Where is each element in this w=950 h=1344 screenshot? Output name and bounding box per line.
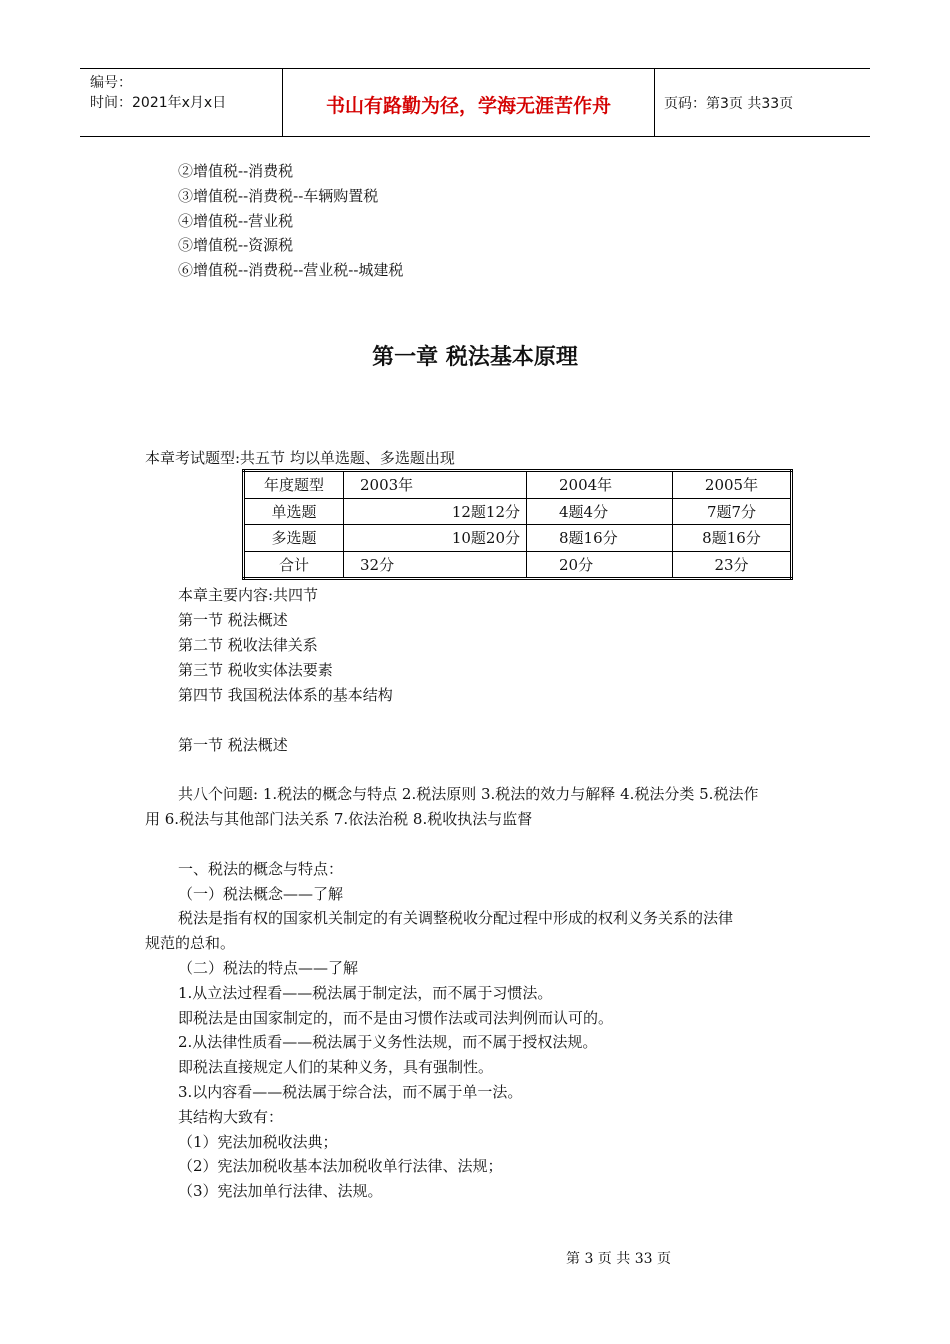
score-table [242,469,793,580]
issues-line: 用 6.税法与其他部门法关系 7.依法治税 8.税收执法与监督 [145,810,533,828]
chapter-title: 第一章 税法基本原理 [372,345,578,370]
list-item: ④增值税--营业税 [178,212,294,230]
page-label: 页码：第3页 共33页 [664,96,794,112]
body-paragraph: （3）宪法加单行法律、法规。 [178,1182,383,1200]
body-paragraph: 即税法是由国家制定的，而不是由习惯作法或司法判例而认可的。 [178,1009,614,1027]
table-cell: 20分 [527,551,673,579]
table-cell: 7题7分 [673,498,792,525]
body-paragraph: 3.以内容看——税法属于综合法，而不属于单一法。 [178,1083,523,1101]
body-paragraph: 一、税法的概念与特点： [178,860,344,878]
body-paragraph: 1.从立法过程看——税法属于制定法，而不属于习惯法。 [178,984,553,1002]
header-meta [90,73,226,113]
table-cell: 8题16分 [673,525,792,552]
list-item: ③增值税--消费税--车辆购置税 [178,187,379,205]
table-row [244,498,792,525]
body-paragraph: 即税法直接规定人们的某种义务，具有强制性。 [178,1058,494,1076]
table-cell: 单选题 [244,498,344,525]
table-header-cell: 年度题型 [244,471,344,499]
table-cell: 多选题 [244,525,344,552]
body-paragraph: （1）宪法加税收法典； [178,1133,338,1151]
body-paragraph: 规范的总和。 [145,934,236,952]
body-paragraph: 税法是指有权的国家机关制定的有关调整税收分配过程中形成的权利义务关系的法律 [178,909,734,927]
section-item: 第二节 税收法律关系 [178,636,318,654]
table-header-row [244,471,792,499]
table-header-cell: 2005年 [673,471,792,499]
main-content-label: 本章主要内容:共四节 [178,586,319,604]
body-paragraph: （一）税法概念——了解 [178,885,344,903]
table-header-cell: 2004年 [527,471,673,499]
table-cell: 8题16分 [527,525,673,552]
page-footer: 第 3 页 共 33 页 [566,1251,671,1267]
body-paragraph: （二）税法的特点——了解 [178,959,359,977]
section-item: 第三节 税收实体法要素 [178,661,333,679]
body-paragraph: 2.从法律性质看——税法属于义务性法规，而不属于授权法规。 [178,1033,598,1051]
table-cell: 合计 [244,551,344,579]
table-cell: 12题12分 [344,498,527,525]
table-cell: 4题4分 [527,498,673,525]
section-heading: 第一节 税法概述 [178,736,288,754]
header-motto: 书山有路勤为径，学海无涯苦作舟 [325,95,611,117]
time-label: 时间：2021年x月x日 [90,95,227,111]
page-header [80,68,870,137]
table-header-cell: 2003年 [344,471,527,499]
exam-intro: 本章考试题型:共五节 均以单选题、多选题出现 [145,449,455,467]
table-row [244,525,792,552]
list-item: ②增值税--消费税 [178,162,294,180]
list-item: ⑥增值税--消费税--营业税--城建税 [178,261,404,279]
table-cell: 10题20分 [344,525,527,552]
table-cell: 23分 [673,551,792,579]
section-item: 第一节 税法概述 [178,611,288,629]
section-item: 第四节 我国税法体系的基本结构 [178,686,393,704]
list-item: ⑤增值税--资源税 [178,236,294,254]
body-paragraph: 其结构大致有： [178,1108,284,1126]
table-row [244,551,792,579]
header-divider [654,69,655,136]
number-label: 编号： [90,75,132,91]
issues-line: 共八个问题: 1.税法的概念与特点 2.税法原则 3.税法的效力与解释 4.税法分类 5.税法作 [178,785,759,803]
body-paragraph: （2）宪法加税收基本法加税收单行法律、法规； [178,1157,503,1175]
table-cell: 32分 [344,551,527,579]
